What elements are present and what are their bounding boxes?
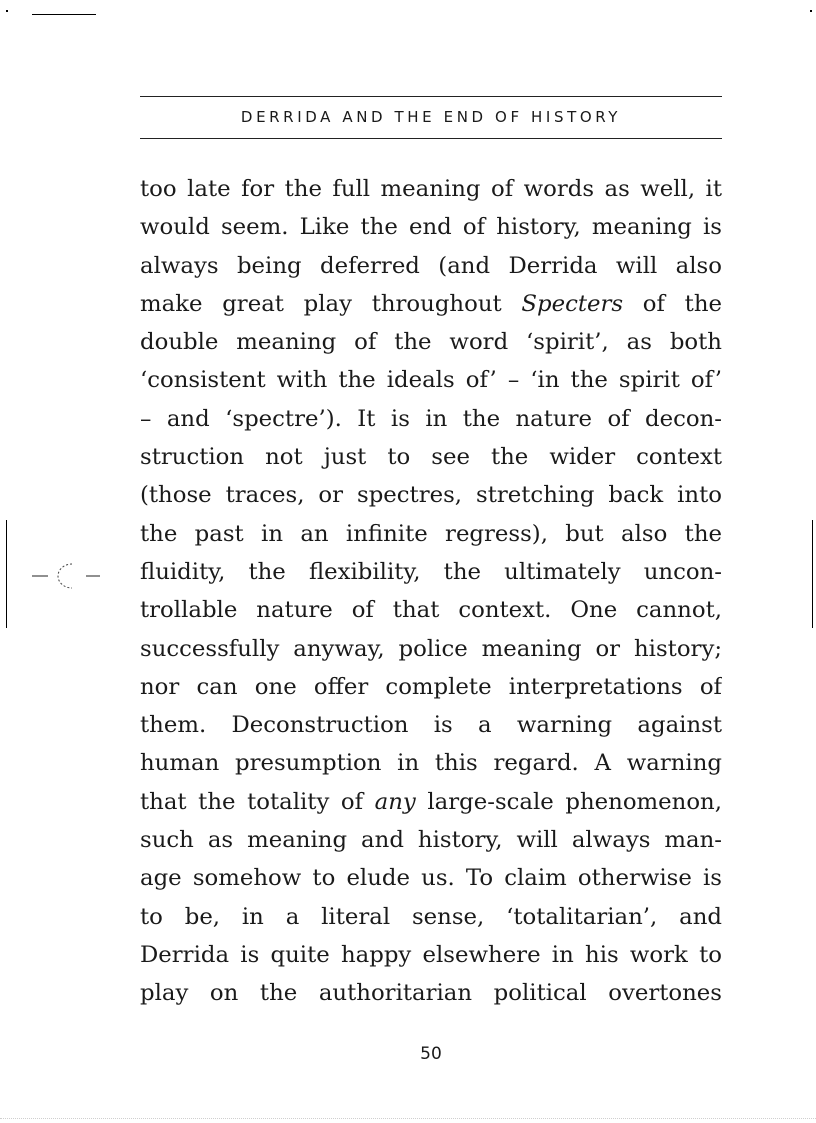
- body-text: [140, 170, 722, 1013]
- text-line: would seem. Like the end of history, meaning is: [140, 214, 722, 241]
- crop-mark-top: [32, 14, 96, 15]
- text-line: Derrida is quite happy elsewhere in his work to: [140, 941, 722, 968]
- crop-mark-left: [6, 520, 7, 628]
- text-line: trollable nature of that context. One cannot,: [140, 597, 722, 624]
- registration-mark-icon: [32, 558, 104, 594]
- text-line: successfully anyway, police meaning or history;: [140, 635, 722, 662]
- text-segment: large-scale phenomenon,: [415, 788, 722, 815]
- text-line: them. Deconstruction is a warning against: [140, 712, 722, 739]
- text-segment: of the: [623, 290, 722, 317]
- crop-dot-top-left: [6, 10, 8, 12]
- text-line: struction not just to see the wider context: [140, 444, 722, 471]
- text-line: – and ‘spectre’). It is in the nature of decon-: [140, 405, 722, 432]
- text-line: such as meaning and history, will always man-: [140, 827, 722, 854]
- header-rule-top: [140, 96, 722, 97]
- running-head: DERRIDA AND THE END OF HISTORY: [240, 108, 622, 126]
- bottom-dotted-rule: [0, 1118, 816, 1120]
- emphasis: any: [374, 788, 416, 815]
- book-title: Specters: [521, 290, 624, 317]
- text-line: fluidity, the flexibility, the ultimately uncon-: [140, 558, 722, 585]
- crop-mark-right: [812, 520, 813, 628]
- text-line: too late for the full meaning of words as well, it: [140, 176, 722, 202]
- text-segment: make great play throughout: [140, 290, 522, 317]
- text-line: [140, 285, 722, 323]
- text-line: human presumption in this regard. A warning: [140, 750, 722, 777]
- text-line: ‘consistent with the ideals of’ – ‘in the spirit of’: [140, 367, 722, 394]
- text-line: always being deferred (and Derrida will also: [140, 252, 722, 279]
- text-line: double meaning of the word ‘spirit’, as both: [140, 329, 722, 356]
- text-line: play on the authoritarian political overtones: [140, 980, 722, 1007]
- header-rule-bottom: [140, 138, 722, 139]
- crop-dot-top-right: [810, 10, 812, 12]
- text-segment: that the totality of: [140, 788, 375, 815]
- text-line: (those traces, or spectres, stretching back into: [140, 482, 722, 509]
- text-line: to be, in a literal sense, ‘totalitarian’, and: [140, 903, 722, 930]
- text-line: nor can one offer complete interpretations of: [140, 673, 722, 700]
- text-line: the past in an infinite regress), but also the: [140, 520, 722, 547]
- text-line: [140, 783, 722, 821]
- page-number: 50: [420, 1044, 442, 1064]
- text-line: age somehow to elude us. To claim otherwise is: [140, 865, 722, 892]
